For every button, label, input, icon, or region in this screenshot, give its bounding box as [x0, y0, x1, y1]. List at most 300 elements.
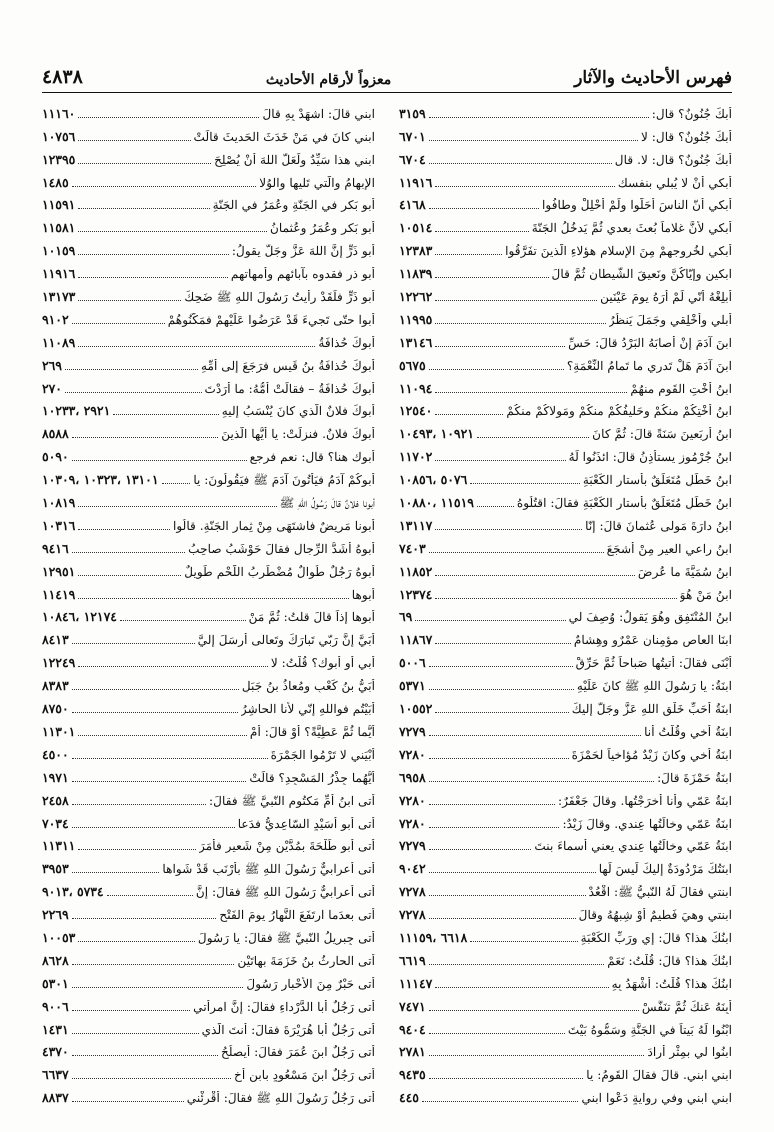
dot-leader	[429, 825, 560, 828]
index-entry	[399, 98, 732, 121]
dot-leader	[78, 847, 196, 850]
index-entry	[42, 487, 375, 510]
entry-text: ابنُ خَطَلٍ مُتَعَلِّقٌ بأستارِ الكَعْبَةِ فقالَ: اقتُلُوهُ	[516, 496, 732, 511]
index-entry	[42, 602, 375, 625]
hadith-number: ١٢١٧٤ ،١٠٨٤٦	[42, 609, 117, 625]
entry-text: أتى رَجُلٌ ابنَ عُمَرَ فقالَ: أيصلُحُ	[221, 1045, 375, 1060]
index-entry	[42, 1059, 375, 1082]
dot-leader	[78, 939, 195, 942]
dot-leader	[72, 435, 219, 438]
index-entry	[42, 327, 375, 350]
hadith-number: ١٣١٤٦	[399, 334, 433, 350]
dot-leader	[429, 847, 532, 850]
index-entry	[399, 258, 732, 281]
index-entry	[399, 441, 732, 464]
entry-text: أبكي أنْ لا يُبلي بنفسك	[617, 175, 732, 190]
dot-leader	[429, 550, 604, 553]
index-entry	[42, 876, 375, 899]
index-entry	[42, 899, 375, 922]
hadith-number: ٢٩٢١ ،١٠٢٣٣	[42, 403, 111, 419]
entry-text: أتى رَجُلٌ أبا هُرَيْرَةَ فقالَ: أنتَ الّذي	[201, 1022, 375, 1037]
index-entry	[399, 167, 732, 190]
entry-text: ابنُكَ هذا؟ قالَ: قُلْتُ: نَعَمْ	[607, 953, 732, 968]
entry-text: أبَيْتُم فواللهِ إنّي لأنا الحاشِرُ	[240, 702, 375, 717]
hadith-number: ١٤٣١	[42, 1021, 69, 1037]
entry-text: ابنَةُ أخي وقُلْتُ أنا	[644, 724, 732, 739]
index-entry	[42, 968, 375, 991]
hadith-number: ١٠٨١٩	[42, 495, 76, 511]
dot-leader	[78, 596, 349, 599]
index-entry	[399, 922, 732, 945]
dot-leader	[477, 435, 589, 438]
hadith-number: ١٠٩٢١ ،١٠٤٩٣	[399, 426, 474, 442]
hadith-number: ٦٦١٩	[399, 952, 426, 968]
dot-leader	[72, 916, 217, 919]
entry-text: ابنُكَ هذا؟ قُلْتُ: أشْهَدُ بِهِ	[611, 976, 732, 991]
hadith-number: ١٢٣٩٥	[42, 151, 76, 167]
hadith-number: ٤٤٥	[399, 1090, 419, 1106]
index-entry	[399, 510, 732, 533]
index-entry	[42, 190, 375, 213]
dot-leader	[435, 229, 528, 232]
index-entry	[399, 487, 732, 510]
entry-text: ابنَا العاصِ مؤمِنانِ عَمْرٌو وهِشامٌ	[573, 633, 732, 648]
dot-leader	[435, 390, 627, 393]
entry-text: ابنَةُ عَمّي وخالَتُها عِندي يعني أسماءَ بنتَ	[534, 839, 732, 854]
entry-text: أتى بعدَما ارتَفَعَ النَّهارُ يومَ الفَتْحِ	[219, 908, 375, 923]
entry-text: أتى أعرابيٌّ رَسُولَ اللهِ ﷺ بأرْنَبٍ قَدْ شَواها	[162, 862, 375, 877]
dot-leader	[78, 229, 267, 232]
hadith-number: ٢٤٥٨	[42, 792, 69, 808]
index-entry	[399, 762, 732, 785]
dot-leader	[72, 321, 165, 324]
page-header	[42, 58, 732, 93]
dot-leader	[435, 527, 582, 530]
entry-text: ابنَ آدَمَ إنْ أصابَهُ البَرْدُ قالَ: حَسِّ	[568, 335, 732, 350]
dot-leader	[429, 1076, 584, 1079]
dot-leader	[78, 206, 209, 209]
dot-leader	[72, 550, 185, 553]
entry-text: أبي أو أبوك؟ قُلْتُ: لا	[270, 656, 375, 671]
left-column	[42, 98, 375, 1106]
entry-text: ابنَةُ أحَبِّ خَلْقِ اللهِ عَزَّ وجَلَّ إليكَ	[571, 702, 732, 717]
index-subtitle: معزواً لأرقام الأحاديث	[265, 72, 392, 88]
index-columns	[42, 98, 732, 1106]
dot-leader	[435, 298, 597, 301]
dot-leader	[429, 733, 641, 736]
entry-text: أُبَيُّ بنُ كَعْبٍ ومُعاذُ بنُ جَبَلٍ	[241, 679, 375, 694]
dot-leader	[429, 962, 605, 965]
index-entry	[42, 945, 375, 968]
hadith-number: ١١٩٩٥	[399, 311, 433, 327]
entry-text: ابنُ دارَةَ مَولى عُثمانَ قالَ: إنّا	[585, 518, 732, 533]
index-entry	[42, 808, 375, 831]
hadith-number: ١٠٥٥٢	[399, 701, 433, 717]
hadith-number: ٥٠٠٦	[399, 655, 426, 671]
entry-text: أبونا مَريضٌ فاشتَهَى مِنْ ثِمارِ الجَنّةِ. قالُوا	[172, 518, 375, 533]
hadith-number: ١٩٧١	[42, 769, 69, 785]
hadith-number: ٧٢٧٩	[399, 723, 426, 739]
entry-text: أبكي أنّ الناسَ أحَلُّوا ولَمْ أحْلِلْ وطافُوا	[542, 198, 732, 213]
hadith-number: ١٢٣٧٤	[399, 586, 433, 602]
index-entry	[399, 968, 732, 991]
hadith-number: ٧٤٧١	[399, 998, 426, 1014]
index-entry	[399, 739, 732, 762]
hadith-number: ٤١٦٨	[399, 197, 426, 213]
hadith-number: ١٢٥٤٠	[399, 403, 433, 419]
entry-text: أبكي لخُروجهِمْ مِنَ الإسلامِ هؤلاءِ الّذينَ تفَرَّقُوا	[505, 244, 732, 259]
hadith-number: ١١٥٩١	[42, 197, 76, 213]
entry-text: أبوكَ حُذافَةُ – فقالَتْ أُمُّهُ: ما أرَدْتَ	[204, 381, 375, 396]
index-entry	[42, 533, 375, 556]
index-entry	[399, 144, 732, 167]
entry-text: أبوكُمْ آدَمُ فيَأتُونَ آدَمَ ﷺ فيَقُولُونَ: يا	[193, 473, 375, 488]
dot-leader	[429, 870, 596, 873]
hadith-number: ٥٦٧٥	[399, 357, 426, 373]
hadith-number: ٨٥٨٨	[42, 426, 69, 442]
dot-leader	[78, 138, 190, 141]
hadith-number: ٧٠٣٤	[42, 815, 69, 831]
entry-text: أبو ذر فقدوه بآبائهم وأمهاتهم	[230, 267, 375, 282]
entry-text: أبوهُ أشَدُّ الرِّجالِ فقالَ حَوْشَبُ صاحِبُ	[188, 541, 375, 556]
entry-text: ابنَةُ عَمّي وخالَتُها عِندي. وقالَ زَيْدٌ:	[562, 816, 732, 831]
hadith-number: ٨٣٨٣	[42, 678, 69, 694]
entry-text: أتى الحارِثُ بنُ خَزَمَةَ بهاتَيْنِ	[237, 953, 375, 968]
dot-leader	[429, 779, 654, 782]
hadith-number: ٥٣٧١	[399, 678, 426, 694]
dot-leader	[435, 596, 676, 599]
hadith-number: ٦٧٠١	[399, 128, 426, 144]
entry-text: أبْنَى فقالَ: أتيتُها صَباحاً ثُمَّ حَرِّقْ	[575, 656, 732, 671]
index-entry	[399, 304, 732, 327]
entry-text: أبوكَ فلانٌ الّذي كانَ يُنْسَبُ إليهِ	[221, 404, 375, 419]
entry-text: أبوكَ حُذافَةُ بنُ قَيسٍ فرَجَعَ إلى أُمِّهِ	[200, 358, 375, 373]
dot-leader	[435, 412, 503, 415]
hadith-number: ٦٧٠٤	[399, 151, 426, 167]
entry-text: ابنُكَ هذا؟ قالَ: إي ورَبِّ الكَعْبَةِ	[580, 930, 732, 945]
index-entry	[399, 1082, 732, 1105]
hadith-number: ١١١٤٧	[399, 975, 433, 991]
index-entry	[42, 1037, 375, 1060]
entry-text: ابني ابني. قالَ فقالَ القَومُ: يا	[586, 1068, 732, 1083]
index-entry	[399, 396, 732, 419]
index-title: فهرس الأحاديث والآثار	[574, 68, 732, 88]
entry-text: الإبهامُ والّتي تَليها والوُلا	[259, 175, 375, 190]
index-entry	[399, 373, 732, 396]
index-entry	[42, 441, 375, 464]
dot-leader	[429, 115, 649, 118]
hadith-number: ٤٣٧٠	[42, 1044, 69, 1060]
entry-text: ابنُ جُرْمُوزٍ يستأذِنُ قالَ: ائذَنُوا لَهُ	[568, 450, 732, 465]
entry-text: أتى جِبريلُ النّبيَّ ﷺ فقالَ: يا رَسُولَ	[197, 930, 375, 945]
dot-leader	[78, 504, 276, 507]
entry-text: ابنَتُكَ مَرْدُودَةٌ إليكَ لَيسَ لَها	[598, 862, 732, 877]
dot-leader	[435, 252, 502, 255]
entry-text: أبلِغْهُ أنّي لَمْ أرَهُ يومَ عَيْنَينِ	[600, 290, 732, 305]
dot-leader	[162, 481, 191, 484]
entry-text: أتى أبو أُسَيْدٍ السّاعِديُّ فدَعا	[237, 816, 375, 831]
entry-text: أتى رَجُلٌ أبا الدَّرْداءِ فقالَ: إنَّ امرأتي	[193, 999, 375, 1014]
hadith-number: ١١٣١١	[42, 838, 76, 854]
index-entry	[399, 647, 732, 670]
dot-leader	[435, 573, 635, 576]
dot-leader	[470, 481, 580, 484]
hadith-number: ٨٨٣٧	[42, 1090, 69, 1106]
hadith-number: ١١٥١٩ ،١٠٨٨٠	[399, 495, 474, 511]
hadith-number: ١١٨٥٢	[399, 563, 433, 579]
hadith-number: ٦٦٣٧	[42, 1067, 69, 1083]
index-entry	[42, 212, 375, 235]
entry-text: أتى حَبْرٌ مِنَ الأحْبارِ رَسُولَ	[246, 976, 375, 991]
entry-text: ابني قالَ: اشهَدْ بِهِ قالَ	[262, 106, 375, 121]
dot-leader	[72, 1053, 218, 1056]
hadith-number: ٥٠٧٦ ،١٠٨٥٦	[399, 472, 468, 488]
index-entry	[42, 716, 375, 739]
dot-leader	[72, 1031, 199, 1034]
dot-leader	[78, 115, 259, 118]
index-entry	[42, 396, 375, 419]
entry-text: أبْيَني لا تَرْمُوا الجَمْرَةَ	[270, 747, 375, 762]
hadith-number: ١٢٣٨٣	[399, 243, 433, 259]
dot-leader	[429, 664, 573, 667]
hadith-number: ٢٦٩	[42, 357, 62, 373]
hadith-number: ١٣١٧٣	[42, 289, 76, 305]
entry-text: أبو ذَرٍّ إنَّ اللهَ عَزَّ وجَلَّ يقولُ:	[231, 244, 375, 259]
hadith-number: ٧٢٧٨	[399, 907, 426, 923]
hadith-number: ١١٣٠١	[42, 723, 76, 739]
hadith-number: ٧٤٠٣	[399, 540, 426, 556]
hadith-number: ٨٤١٣	[42, 632, 69, 648]
dot-leader	[72, 458, 247, 461]
hadith-number: ٨٦٢٨	[42, 952, 69, 968]
index-entry	[399, 212, 732, 235]
index-entry	[399, 831, 732, 854]
index-entry	[42, 853, 375, 876]
entry-text: أبوهُ رَجُلٌ طُوالٌ مُضْطَرِبُ اللَّحْمِ طَويلٌ	[184, 564, 375, 579]
dot-leader	[72, 710, 238, 713]
index-entry	[42, 144, 375, 167]
index-entry	[399, 602, 732, 625]
entry-text: ابنُ المُنْتَفِقِ وهُوَ يَقولُ: وُصِفَ لي	[568, 610, 732, 625]
index-entry	[42, 304, 375, 327]
dot-leader	[120, 618, 246, 621]
index-entry	[42, 281, 375, 304]
dot-leader	[415, 618, 565, 621]
index-entry	[42, 464, 375, 487]
hadith-number: ٧٢٧٨	[399, 884, 426, 900]
dot-leader	[422, 1099, 578, 1102]
hadith-number: ٣٩٥٣	[42, 861, 69, 877]
entry-text: ابنَ آدَمَ هَلْ تَدري ما تَمامُ النِّعْمَةِ؟	[566, 358, 732, 373]
entry-text: ابْنُوا لَهُ بَيتاً في الجَنَّةِ وسَمُّوهُ بَيْتَ	[567, 1022, 732, 1037]
entry-text: ابنُ أُخْتِكُمْ منكُمْ وحَليفُكُمْ منكُمْ ومَولاكُمْ منكُمْ	[506, 404, 732, 419]
hadith-number: ٦٩	[399, 609, 413, 625]
dot-leader	[435, 184, 615, 187]
index-entry	[399, 556, 732, 579]
entry-text: أبِنَهُ عَنكَ ثُمَّ تنَفَّسْ	[641, 999, 732, 1014]
hadith-number: ١١٧٠٢	[399, 449, 433, 465]
index-entry	[399, 716, 732, 739]
dot-leader	[470, 939, 577, 942]
hadith-number: ١٠٥١٤	[399, 220, 433, 236]
hadith-number: ٩٠٠٦	[42, 998, 69, 1014]
dot-leader	[72, 687, 239, 690]
hadith-number: ٨٧٥٠	[42, 701, 69, 717]
index-entry	[399, 899, 732, 922]
dot-leader	[78, 344, 315, 347]
index-entry	[399, 121, 732, 144]
hadith-number: ٩٠٤٢	[399, 861, 426, 877]
entry-text: أبو بَكرٍ في الجَنّةِ وعُمَرُ في الجَنّةِ	[212, 198, 375, 213]
dot-leader	[65, 367, 198, 370]
entry-text: أبكَ جُنُونٌ؟ قال:	[651, 106, 732, 121]
hadith-number: ١١٠٨٩	[42, 334, 76, 350]
dot-leader	[72, 1008, 191, 1011]
index-entry	[399, 1037, 732, 1060]
dot-leader	[107, 893, 193, 896]
index-entry	[399, 190, 732, 213]
index-entry	[399, 693, 732, 716]
entry-text: ابنَةُ عَمّي وأنا أخرَجْتُها. وقالَ جَعْفَرٌ:	[558, 793, 732, 808]
hadith-number: ١١٨٦٧	[399, 632, 433, 648]
dot-leader	[429, 756, 569, 759]
dot-leader	[429, 206, 539, 209]
hadith-number: ١٠١٥٩	[42, 243, 76, 259]
entry-text: أتى أعرابيٌّ رَسُولَ اللهِ ﷺ فقالَ: إنَّ	[195, 885, 375, 900]
index-entry	[42, 350, 375, 373]
index-entry	[42, 991, 375, 1014]
hadith-number: ٦٦١٨ ،١١١٥٩	[399, 929, 468, 945]
hadith-number: ٢٧٨١	[399, 1044, 426, 1060]
dot-leader	[429, 1008, 639, 1011]
hadith-number: ٩١٠٢	[42, 311, 69, 327]
hadith-number: ٧٢٧٩	[399, 838, 426, 854]
index-entry	[399, 808, 732, 831]
dot-leader	[72, 962, 235, 965]
dot-leader	[78, 527, 170, 530]
entry-text: أبوها إذاً قالَ قلتُ: ثُمَّ مَنْ	[248, 610, 375, 625]
index-entry	[42, 831, 375, 854]
index-entry	[42, 762, 375, 785]
index-entry	[42, 98, 375, 121]
index-entry	[399, 327, 732, 350]
dot-leader	[72, 756, 268, 759]
entry-text: أتى أبو طَلْحَةَ بمُدَّيْنِ مِنْ شَعيرٍ فأمَرَ	[199, 839, 375, 854]
entry-text: ابنَةُ حَمْزَةَ قالَ:	[657, 770, 732, 785]
dot-leader	[429, 367, 564, 370]
entry-text: أتى رَجُلٌ ابنَ مَسْعُودٍ بابنِ أخٍ	[233, 1068, 375, 1083]
index-entry	[42, 1014, 375, 1037]
hadith-number: ٤٥٠٠	[42, 746, 69, 762]
dot-leader	[429, 916, 576, 919]
dot-leader	[429, 138, 638, 141]
entry-text: ابكين وإيّاكُنَّ ونَعيقَ الشّيطانِ ثُمَّ قالَ	[551, 267, 732, 282]
entry-text: ابني ابني وفي رِوايةٍ دَعْوا ابني	[581, 1091, 732, 1106]
index-entry	[399, 350, 732, 373]
hadith-number: ١٣١٠١ ،١٠٣٢٣ ،١٠٣٠٩	[42, 472, 159, 488]
dot-leader	[78, 733, 247, 736]
dot-leader	[78, 664, 268, 667]
dot-leader	[78, 298, 181, 301]
dot-leader	[72, 1076, 231, 1079]
index-entry	[42, 922, 375, 945]
index-entry	[42, 235, 375, 258]
dot-leader	[72, 985, 244, 988]
dot-leader	[72, 184, 257, 187]
dot-leader	[435, 321, 605, 324]
index-entry	[42, 556, 375, 579]
entry-text: أبوها	[351, 587, 375, 602]
dot-leader	[429, 161, 612, 164]
dot-leader	[78, 161, 211, 164]
right-column	[399, 98, 732, 1106]
index-entry	[399, 853, 732, 876]
entry-text: أبونا فلانٌ قالَ رَسُولُ اللهِ ﷺ	[279, 496, 375, 511]
index-entry	[42, 579, 375, 602]
entry-text: ابنُ أُخْتِ القَومِ منهُمْ	[630, 381, 732, 396]
index-entry	[399, 418, 732, 441]
entry-text: أبوك هنا؟ قال: نعم فرجع	[249, 450, 375, 465]
page-number: ٤٨٣٨	[42, 66, 83, 88]
index-entry	[42, 693, 375, 716]
dot-leader	[477, 504, 514, 507]
index-entry	[399, 281, 732, 304]
entry-text: ابنتي وهيَ فَطيمٌ أوْ شِبهُهُ وقالَ	[578, 908, 732, 923]
index-entry	[42, 373, 375, 396]
entry-text: أتى ابنُ أُمِّ مَكتُومٍ النّبيَّ ﷺ فقالَ:	[209, 793, 375, 808]
dot-leader	[72, 1099, 184, 1102]
index-entry	[42, 785, 375, 808]
entry-text: ابني هذا سَيِّدٌ ولَعَلَّ اللهَ أنْ يُصْلِحَ	[214, 152, 375, 167]
entry-text: ابنَةُ أخي وكانَ زَيْدٌ مُؤاخياً لحَمْزَةَ	[571, 747, 732, 762]
index-entry	[399, 579, 732, 602]
entry-text: أبكَ جُنُونٌ؟ قال: لا	[640, 129, 732, 144]
hadith-number: ١٠٧٥٦	[42, 128, 76, 144]
entry-text: ابنُ راعي العيرِ مِنْ أشجَعَ	[606, 541, 732, 556]
hadith-number: ٩٤١٦	[42, 540, 69, 556]
entry-text: ابنَةُ: يا رَسُولَ اللهِ ﷺ كانَ عَلَيْهِ	[576, 679, 732, 694]
hadith-number: ١١٠٩٤	[399, 380, 433, 396]
dot-leader	[435, 458, 565, 461]
hadith-number: ١٤٨٥	[42, 174, 69, 190]
dot-leader	[435, 641, 571, 644]
index-entry	[42, 739, 375, 762]
hadith-number: ١٢٢٤٩	[42, 655, 76, 671]
hadith-number: ٥٣٠١	[42, 975, 69, 991]
entry-text: أبو ذَرٍّ فلَقَدْ رأيتُ رَسُولَ اللهِ ﷺ ضَحِكَ	[184, 290, 375, 305]
hadith-number: ١٠٠٥٣	[42, 929, 76, 945]
index-entry	[42, 670, 375, 693]
index-entry	[399, 464, 732, 487]
index-entry	[399, 1059, 732, 1082]
dot-leader	[72, 802, 206, 805]
dot-leader	[72, 641, 195, 644]
dot-leader	[429, 893, 586, 896]
hadith-number: ٧٢٨٠	[399, 815, 426, 831]
index-entry	[399, 876, 732, 899]
dot-leader	[78, 275, 228, 278]
entry-text: أبَيَّ إنَّ رَبّي تَبارَكَ وتَعالى أرسَلَ إليَّ	[197, 633, 375, 648]
hadith-number: ٢٢٦٩	[42, 907, 69, 923]
entry-text: ابنُ خَطَلٍ مُتَعَلِّقٌ بأستارِ الكَعْبَةِ	[582, 473, 732, 488]
hadith-number: ٩٤٠٤	[399, 1021, 426, 1037]
entry-text: ابنُ أربَعينَ سَنَةً قالَ: ثُمَّ كانَ	[592, 427, 732, 442]
entry-text: أبلي وأخْلِقي وجَمَلَ يَنظُرُ	[608, 312, 732, 327]
entry-text: ابنتي فقالَ لَهُ النّبيُّ ﷺ: اقْعُدْ	[588, 885, 732, 900]
entry-text: ابنُوا لي بمِثْرِ أرادَ	[647, 1045, 732, 1060]
entry-text: ابنُ مَنْ هُوَ	[679, 587, 732, 602]
index-entry	[399, 533, 732, 556]
